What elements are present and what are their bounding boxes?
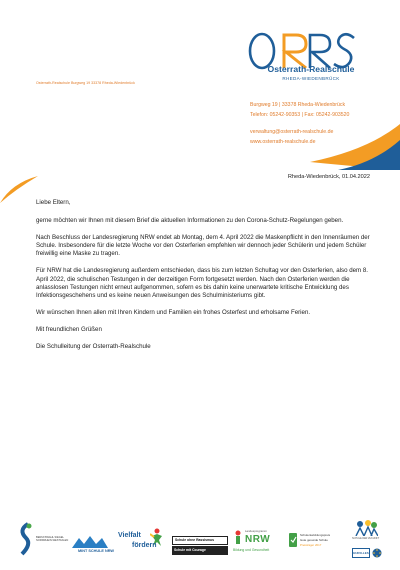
signature: Die Schulleitung der Osterrath-Realschule (36, 343, 151, 351)
paragraph-1: gerne möchten wir Ihnen mit diesem Brief die aktuellen Informationen zu den Corona-Schutz-Regelungen geben. (36, 217, 344, 225)
logo-euro-les: EURO-LES (352, 546, 382, 562)
school-subtitle: RHEDA-WIEDENBRÜCK (282, 76, 340, 81)
logo-landesprogramm-nrw: Landesprogramm NRW Bildung und Gesundheit (233, 529, 271, 552)
letter-body (36, 199, 378, 360)
logo-schule-der-zukunft: SCHULE DER ZUKUNFT (352, 520, 380, 542)
logo-berufswahl-siegel: BERUFSWAHL SIEGEL NORDRHEIN-WESTFALEN (14, 522, 64, 562)
salutation: Liebe Eltern, (36, 199, 71, 206)
paragraph-3: Für NRW hat die Landesregierung außerdem entschieden, dass bis zum letzten Schultag vor den Osterferien, also dem 8. April 2022, die schulischen Testungen in der derzeitigen Form fortgesetzt werden. Nach den Osterferien werden die anlasslosen Testungen nicht erneut aufgenommen, sofern es bis dahin keine unerwartete kritische Entwicklung des Infektionsgeschehens und es keine neuen Anweisungen des Schulministeriums gibt. (36, 267, 368, 299)
schulentwicklungspreis-icon (288, 532, 298, 548)
logo-vielfalt-foerdern: Vielfalt fördern (118, 530, 166, 560)
decorative-swoosh-right (250, 118, 400, 173)
paragraph-2: Nach Beschluss der Landesregierung NRW endet ab Montag, dem 4. April 2022 die Maskenpflicht in den Innenräumen der Schule. Insbesondere für die letzte Woche vor den Osterferien empfehlen wir dennoch jeder Schülerin und jedem Schüler freiwillig eine Maske zu tragen. (36, 234, 370, 258)
mint-arrows-icon (72, 534, 108, 548)
landesprogramm-figure-icon (233, 530, 243, 544)
footer-logos (0, 520, 400, 566)
zukunft-figures-icon (354, 520, 378, 536)
euro-les-stars-icon (372, 548, 382, 558)
school-website[interactable]: www.osterrath-realschule.de (250, 139, 316, 145)
decorative-swoosh-left (0, 175, 40, 205)
school-email[interactable]: verwaltung@osterrath-realschule.de (250, 129, 334, 135)
logo-schule-ohne-rassismus: Schule ohne Rassismus Schule mit Courage (172, 536, 228, 558)
place-date: Rheda-Wiedenbrück, 01.04.2022 (287, 174, 370, 180)
school-phone-fax: Telefon: 05242-90353 | Fax: 05242-903520 (250, 112, 350, 118)
paragraph-4: Wir wünschen Ihnen allen mit Ihren Kindern und Familien ein frohes Osterfest und erholsame Ferien. (36, 308, 311, 316)
logo-schulentwicklungspreis: Schulentwicklungspreis Gute gesunde Schule Preisträger 2017 (288, 532, 346, 558)
sender-address-line: Osterrath-Realschule Burgweg 19 33378 Rheda-Wiedenbrück (36, 81, 135, 85)
berufswahl-icon (14, 522, 34, 558)
logo-mint-schule: MINT SCHULE NRW (72, 534, 110, 560)
closing: Mit freundlichen Grüßen (36, 325, 102, 333)
school-name: Osterrath-Realschule (267, 64, 355, 74)
school-address: Burgweg 19 | 33378 Rheda-Wiedenbrück (250, 102, 346, 108)
